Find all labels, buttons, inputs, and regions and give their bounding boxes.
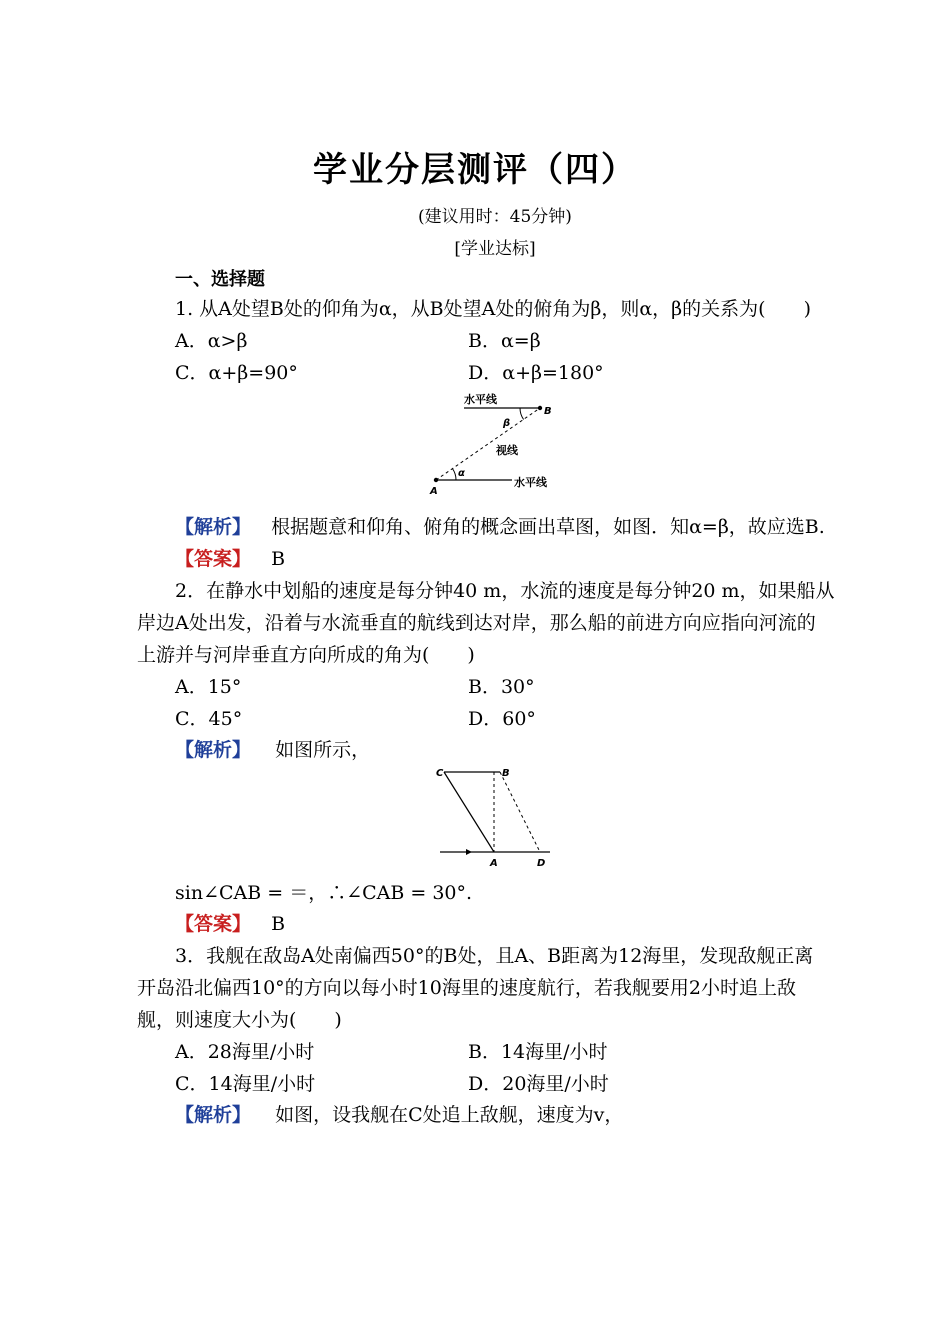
q1-option-c: C．α+β=90° bbox=[175, 362, 298, 384]
q1-angle-beta-arc bbox=[520, 408, 524, 420]
q2-option-c: C．45° bbox=[175, 708, 243, 730]
q2-formula: sin∠CAB = ＝，∴∠CAB = 30°. bbox=[175, 882, 473, 904]
q2-stem-line-1: 2．在静水中划船的速度是每分钟40 m，水流的速度是每分钟20 m，如果船从 bbox=[175, 580, 835, 602]
q1-label-horizontal-top: 水平线 bbox=[464, 393, 497, 406]
q2-answer-tag: 【答案】 bbox=[175, 913, 252, 935]
q1-option-b: B．α=β bbox=[468, 330, 541, 352]
q1-answer-text: B bbox=[271, 548, 286, 570]
q2-segment-ca bbox=[444, 772, 494, 852]
q2-option-b: B．30° bbox=[468, 676, 535, 698]
q1-label-alpha: α bbox=[458, 468, 465, 479]
q1-option-d: D．α+β=180° bbox=[468, 362, 604, 384]
q1-answer-row bbox=[175, 544, 285, 571]
q1-label-beta: β bbox=[503, 418, 511, 429]
q1-label-a: A bbox=[430, 486, 438, 497]
q3-option-c: C．14海里/小时 bbox=[175, 1073, 316, 1095]
page-title: 学业分层测评（四） bbox=[313, 150, 637, 190]
q2-stem-line-3: 上游并与河岸垂直方向所成的角为( ) bbox=[137, 644, 475, 666]
q2-label-c: C bbox=[436, 768, 444, 779]
q3-option-b: B．14海里/小时 bbox=[468, 1041, 608, 1063]
q3-stem-line-2: 开岛沿北偏西10°的方向以每小时10海里的速度航行，若我舰要用2小时追上敌 bbox=[137, 977, 796, 999]
q2-label-d: D bbox=[537, 858, 546, 869]
q3-analysis-text: 如图，设我舰在C处追上敌舰，速度为v， bbox=[275, 1104, 624, 1126]
section-label: [学业达标] bbox=[454, 239, 536, 259]
q2-option-d: D．60° bbox=[468, 708, 536, 730]
q3-option-a: A．28海里/小时 bbox=[175, 1041, 315, 1063]
q2-option-a: A．15° bbox=[175, 676, 242, 698]
q1-angle-alpha-arc bbox=[452, 469, 456, 481]
q1-analysis-row bbox=[175, 512, 825, 539]
q1-analysis-tag: 【解析】 bbox=[175, 516, 252, 538]
q1-sight-line bbox=[436, 408, 540, 480]
q2-segment-bd bbox=[500, 772, 540, 852]
q1-figure bbox=[420, 388, 580, 498]
q1-answer-tag: 【答案】 bbox=[175, 548, 252, 570]
q1-label-sight: 视线 bbox=[496, 444, 518, 457]
q2-answer-row bbox=[175, 909, 285, 936]
q1-label-horizontal-bottom: 水平线 bbox=[514, 476, 547, 489]
q2-answer-text: B bbox=[271, 913, 286, 935]
q2-analysis-row bbox=[175, 735, 370, 762]
q2-figure bbox=[430, 760, 560, 872]
q1-point-b bbox=[538, 406, 542, 410]
q2-analysis-text: 如图所示， bbox=[275, 739, 371, 761]
q1-analysis-text: 根据题意和仰角、俯角的概念画出草图，如图．知α=β，故应选B. bbox=[271, 516, 825, 538]
q3-analysis-row bbox=[175, 1100, 623, 1127]
q2-stem-line-2: 岸边A处出发，沿着与水流垂直的航线到达对岸，那么船的前进方向应指向河流的 bbox=[137, 612, 816, 634]
q2-label-b: B bbox=[502, 768, 510, 779]
q2-analysis-tag: 【解析】 bbox=[175, 739, 252, 761]
q1-label-b: B bbox=[544, 406, 552, 417]
q1-stem: 1. 从A处望B处的仰角为α，从B处望A处的俯角为β，则α，β的关系为( ) bbox=[175, 298, 811, 320]
part-heading: 一、选择题 bbox=[175, 269, 265, 290]
q3-stem-line-1: 3．我舰在敌岛A处南偏西50°的B处，且A、B距离为12海里，发现敌舰正离 bbox=[175, 945, 814, 967]
q3-stem-line-3: 舰，则速度大小为( ) bbox=[137, 1009, 342, 1031]
time-hint: (建议用时：45分钟) bbox=[418, 207, 572, 227]
q3-option-d: D．20海里/小时 bbox=[468, 1073, 609, 1095]
q1-point-a bbox=[434, 478, 438, 482]
q2-flow-arrow bbox=[466, 849, 472, 855]
q2-label-a: A bbox=[490, 858, 498, 869]
q3-analysis-tag: 【解析】 bbox=[175, 1104, 252, 1126]
q1-option-a: A．α>β bbox=[175, 330, 248, 352]
